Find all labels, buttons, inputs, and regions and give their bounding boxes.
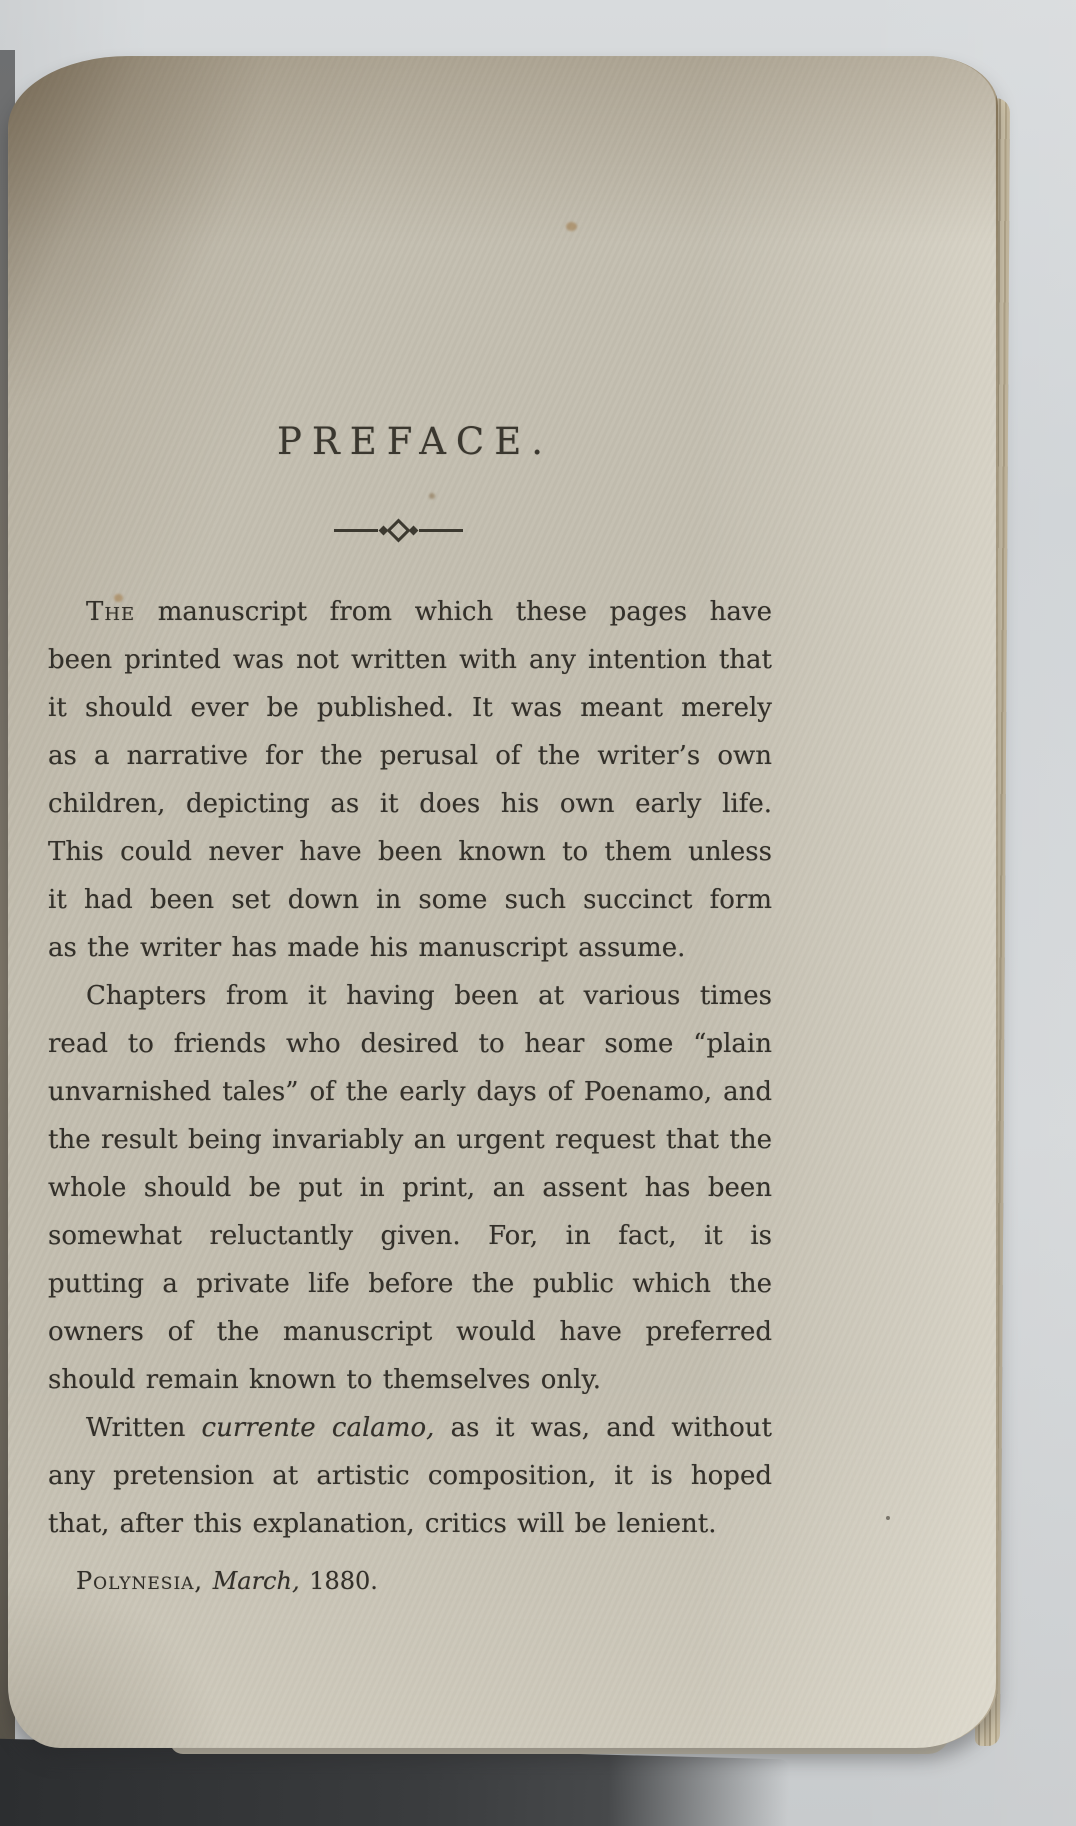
text-line: owners of the manuscript would have preferred: [48, 1317, 772, 1347]
latin-phrase-italic: currente calamo,: [185, 1413, 435, 1443]
signature-month-italic: March,: [203, 1567, 300, 1595]
text-line: putting a private life before the public which the: [48, 1269, 772, 1299]
line-text: Written: [86, 1413, 186, 1443]
page-title: PREFACE.: [276, 420, 554, 463]
line-text: as it was, and without: [434, 1413, 772, 1443]
text-column: [48, 0, 772, 1826]
text-line: any pretension at artistic composition, it is hoped: [48, 1461, 772, 1491]
ink-speck: [886, 1516, 890, 1520]
text-line: read to friends who desired to hear some “plain: [48, 1029, 772, 1059]
text-line: should remain known to themselves only.: [48, 1365, 601, 1395]
text-line: children, depicting as it does his own early life.: [48, 789, 772, 819]
ornament-open-diamond-icon: [386, 518, 410, 542]
text-line: [48, 588, 772, 636]
text-line: as the writer has made his manuscript assume.: [48, 933, 686, 963]
ornament-rule-left: [334, 529, 378, 532]
section-divider-ornament: [36, 522, 760, 539]
text-line: been printed was not written with any intention that: [48, 645, 772, 675]
signature-line: [48, 1557, 772, 1605]
signature-place: Polynesia,: [76, 1567, 204, 1595]
text-line: unvarnished tales” of the early days of Poenamo, and: [48, 1077, 772, 1107]
text-line: somewhat reluctantly given. For, in fact, it is: [48, 1221, 772, 1251]
text-line: [48, 1404, 772, 1452]
text-line: whole should be put in print, an assent has been: [48, 1173, 772, 1203]
line-text: manuscript from which these pages have: [135, 597, 772, 627]
text-line: it had been set down in some such succinct form: [48, 885, 772, 915]
text-line: This could never have been known to them unless: [48, 837, 772, 867]
lead-word-small-caps: The: [86, 597, 136, 627]
text-line: Chapters from it having been at various times: [86, 981, 772, 1011]
ornament-rule-right: [419, 529, 463, 532]
text-line: that, after this explanation, critics will be lenient.: [48, 1509, 717, 1539]
signature-year: 1880.: [299, 1567, 378, 1595]
ornament-small-diamond-icon: [408, 526, 418, 536]
text-line: it should ever be published. It was meant merely: [48, 693, 772, 723]
text-line: the result being invariably an urgent request that the: [48, 1125, 772, 1155]
text-line: as a narrative for the perusal of the writer’s own: [48, 741, 772, 771]
preface-text: [48, 588, 772, 1605]
